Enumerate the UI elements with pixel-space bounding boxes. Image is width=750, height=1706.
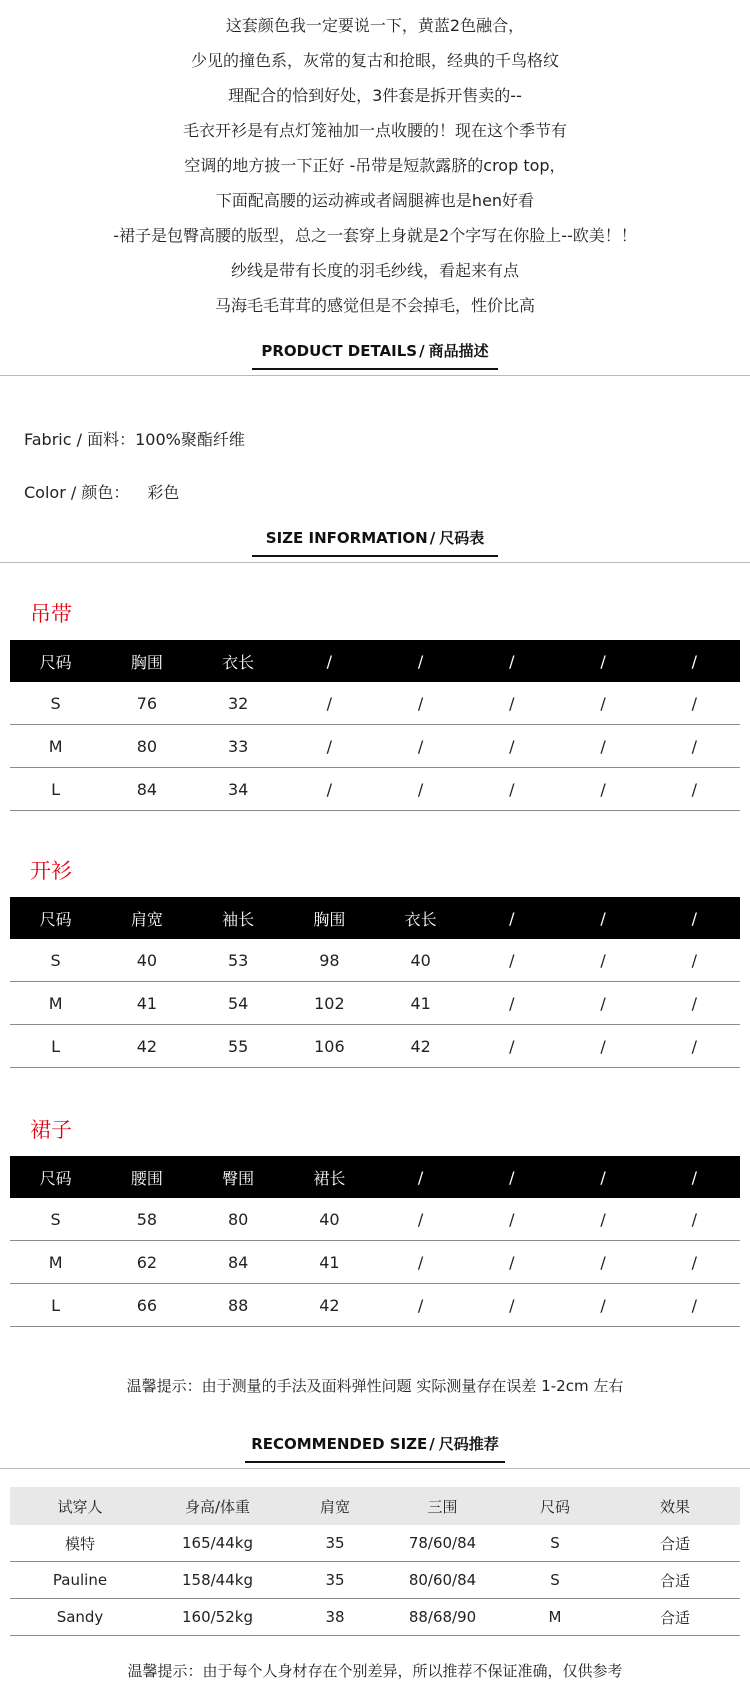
- table-cell: M: [500, 1599, 610, 1636]
- column-header: 尺码: [10, 1156, 101, 1198]
- table-cell: 80: [101, 725, 192, 768]
- column-header: /: [375, 1156, 466, 1198]
- section-divider: [0, 375, 750, 376]
- section-title: [264, 523, 486, 553]
- table-cell: 158/44kg: [150, 1562, 285, 1599]
- table-cell: S: [500, 1525, 610, 1562]
- table-cell: /: [375, 682, 466, 725]
- table-cell: 41: [375, 982, 466, 1025]
- table-cell: 35: [285, 1525, 385, 1562]
- table-cell: 84: [193, 1241, 284, 1284]
- table-cell: /: [466, 1284, 557, 1327]
- table-cell: 34: [193, 768, 284, 811]
- section-title-cn: 商品描述: [428, 342, 489, 360]
- column-header: 衣长: [193, 640, 284, 682]
- intro-line: 理配合的恰到好处，3件套是拆开售卖的--: [228, 86, 522, 105]
- recommendation-note: 温馨提示：由于每个人身材存在个别差异，所以推荐不保证准确，仅供参考: [127, 1662, 623, 1680]
- column-header: /: [649, 640, 740, 682]
- column-header: 尺码: [500, 1487, 610, 1525]
- fabric-row: [24, 427, 245, 450]
- section-title-cn: 尺码表: [439, 529, 485, 547]
- table-cell: 41: [284, 1241, 375, 1284]
- column-header: 臀围: [193, 1156, 284, 1198]
- table-cell: 78/60/84: [385, 1525, 500, 1562]
- section-title-en: RECOMMENDED SIZE: [251, 1435, 428, 1453]
- intro-line: 下面配高腰的运动裤或者阔腿裤也是hen好看: [215, 191, 535, 210]
- table-row: [10, 1284, 740, 1327]
- column-header: 尺码: [10, 640, 101, 682]
- table-header-row: [10, 640, 740, 682]
- table-cell: /: [284, 768, 375, 811]
- table-row: [10, 939, 740, 982]
- section-title-separator: /: [419, 342, 425, 360]
- intro-line: 毛衣开衫是有点灯笼袖加一点收腰的！现在这个季节有: [182, 121, 567, 140]
- table-cell: 合适: [610, 1525, 740, 1562]
- column-header: /: [284, 640, 375, 682]
- column-header: 胸围: [284, 897, 375, 939]
- table-cell: 合适: [610, 1562, 740, 1599]
- table-cell: 58: [101, 1198, 192, 1241]
- section-title-en: PRODUCT DETAILS: [261, 342, 418, 360]
- column-header: 衣长: [375, 897, 466, 939]
- table-cell: 38: [285, 1599, 385, 1636]
- table-cell: 33: [193, 725, 284, 768]
- table-cell: S: [500, 1562, 610, 1599]
- table-row: [10, 982, 740, 1025]
- table-cell: /: [375, 1241, 466, 1284]
- column-header: /: [466, 640, 557, 682]
- intro-line: 这套颜色我一定要说一下，黄蓝2色融合，: [225, 16, 525, 35]
- table-cell: 42: [375, 1025, 466, 1068]
- table-cell: 42: [284, 1284, 375, 1327]
- table-cell: 98: [284, 939, 375, 982]
- column-header: 胸围: [101, 640, 192, 682]
- table-cell: 42: [101, 1025, 192, 1068]
- column-header: /: [558, 1156, 649, 1198]
- table-cell: /: [649, 1241, 740, 1284]
- category-title-camisole: 吊带: [30, 602, 72, 626]
- table-cell: 76: [101, 682, 192, 725]
- table-cell: 55: [193, 1025, 284, 1068]
- section-title-separator: /: [429, 1435, 435, 1453]
- table-header-row: [10, 1156, 740, 1198]
- column-header: 袖长: [193, 897, 284, 939]
- table-cell: /: [649, 939, 740, 982]
- table-cell: 88/68/90: [385, 1599, 500, 1636]
- table-cell: /: [649, 982, 740, 1025]
- table-cell: M: [10, 1241, 101, 1284]
- column-header: 效果: [610, 1487, 740, 1525]
- table-row: [10, 1241, 740, 1284]
- table-cell: 40: [284, 1198, 375, 1241]
- column-header: 三围: [385, 1487, 500, 1525]
- intro-text: [0, 8, 750, 323]
- table-cell: /: [375, 768, 466, 811]
- category-title-cardigan: 开衫: [30, 859, 72, 883]
- table-cell: 88: [193, 1284, 284, 1327]
- table-cell: Sandy: [10, 1599, 150, 1636]
- column-header: 裙长: [284, 1156, 375, 1198]
- color-value: 彩色: [147, 483, 180, 502]
- recommended-size-header: [0, 1429, 750, 1469]
- table-cell: /: [375, 725, 466, 768]
- section-title-en: SIZE INFORMATION: [265, 529, 428, 547]
- table-cell: L: [10, 1025, 101, 1068]
- intro-line: 空调的地方披一下正好 -吊带是短款露脐的crop top，: [184, 156, 566, 175]
- intro-line: 纱线是带有长度的羽毛纱线，看起来有点: [230, 261, 519, 280]
- table-cell: /: [558, 1025, 649, 1068]
- table-cell: /: [375, 1284, 466, 1327]
- section-title-underline: [252, 555, 498, 557]
- table-cell: 106: [284, 1025, 375, 1068]
- section-title-underline: [245, 1461, 505, 1463]
- table-cell: 80/60/84: [385, 1562, 500, 1599]
- table-cell: /: [284, 682, 375, 725]
- table-cell: 165/44kg: [150, 1525, 285, 1562]
- table-cell: 32: [193, 682, 284, 725]
- table-cell: Pauline: [10, 1562, 150, 1599]
- table-cell: /: [466, 1025, 557, 1068]
- table-cell: /: [649, 1025, 740, 1068]
- table-cell: /: [649, 725, 740, 768]
- table-cell: /: [558, 982, 649, 1025]
- table-cell: 62: [101, 1241, 192, 1284]
- section-title-separator: /: [429, 529, 436, 547]
- table-row: [10, 1562, 740, 1599]
- table-row: [10, 1599, 740, 1636]
- column-header: 试穿人: [10, 1487, 150, 1525]
- column-header: /: [375, 640, 466, 682]
- table-cell: /: [466, 982, 557, 1025]
- table-cell: /: [558, 1198, 649, 1241]
- column-header: 肩宽: [101, 897, 192, 939]
- fabric-value: 100%聚酯纤维: [135, 430, 245, 449]
- table-cell: 53: [193, 939, 284, 982]
- table-cell: S: [10, 939, 101, 982]
- table-cell: /: [649, 682, 740, 725]
- table-cell: /: [558, 1241, 649, 1284]
- table-row: [10, 1198, 740, 1241]
- table-cell: 54: [193, 982, 284, 1025]
- color-label: Color / 颜色：: [24, 483, 130, 502]
- table-cell: /: [375, 1198, 466, 1241]
- table-cell: /: [558, 682, 649, 725]
- table-cell: /: [649, 1198, 740, 1241]
- column-header: 身高/体重: [150, 1487, 285, 1525]
- table-cell: 35: [285, 1562, 385, 1599]
- column-header: /: [649, 1156, 740, 1198]
- category-title-skirt: 裙子: [30, 1118, 72, 1142]
- column-header: 肩宽: [285, 1487, 385, 1525]
- table-cell: L: [10, 1284, 101, 1327]
- table-cell: L: [10, 768, 101, 811]
- table-cell: 84: [101, 768, 192, 811]
- table-cell: /: [558, 768, 649, 811]
- size-table-camisole: [10, 640, 740, 811]
- table-cell: /: [466, 1241, 557, 1284]
- table-cell: M: [10, 982, 101, 1025]
- table-cell: 80: [193, 1198, 284, 1241]
- section-title: [259, 336, 490, 366]
- table-cell: 41: [101, 982, 192, 1025]
- table-cell: /: [284, 725, 375, 768]
- table-header-row: [10, 1487, 740, 1525]
- table-cell: /: [649, 1284, 740, 1327]
- table-cell: M: [10, 725, 101, 768]
- table-row: [10, 725, 740, 768]
- section-title: [249, 1429, 501, 1459]
- section-divider: [0, 1468, 750, 1469]
- table-cell: 模特: [10, 1525, 150, 1562]
- table-row: [10, 1525, 740, 1562]
- table-row: [10, 1025, 740, 1068]
- column-header: /: [466, 1156, 557, 1198]
- intro-line: 少见的撞色系，灰常的复古和抢眼，经典的千鸟格纹: [190, 51, 559, 70]
- table-cell: S: [10, 1198, 101, 1241]
- intro-line: -裙子是包臀高腰的版型，总之一套穿上身就是2个字写在你脸上--欧美！！: [113, 226, 637, 245]
- recommend-table: [10, 1487, 740, 1636]
- table-cell: 102: [284, 982, 375, 1025]
- table-cell: /: [649, 768, 740, 811]
- table-cell: /: [558, 1284, 649, 1327]
- section-title-underline: [252, 368, 498, 370]
- table-header-row: [10, 897, 740, 939]
- fabric-label: Fabric / 面料：: [24, 430, 136, 449]
- table-cell: 160/52kg: [150, 1599, 285, 1636]
- table-cell: S: [10, 682, 101, 725]
- section-divider: [0, 562, 750, 563]
- table-cell: /: [466, 1198, 557, 1241]
- column-header: /: [466, 897, 557, 939]
- table-row: [10, 682, 740, 725]
- table-cell: /: [558, 725, 649, 768]
- intro-line: 马海毛毛茸茸的感觉但是不会掉毛，性价比高: [214, 296, 535, 315]
- table-row: [10, 768, 740, 811]
- column-header: /: [558, 897, 649, 939]
- size-information-header: [0, 523, 750, 563]
- table-cell: 40: [375, 939, 466, 982]
- measurement-note: 温馨提示：由于测量的手法及面料弹性问题 实际测量存在误差 1-2cm 左右: [126, 1377, 624, 1395]
- column-header: 尺码: [10, 897, 101, 939]
- table-cell: /: [466, 939, 557, 982]
- column-header: /: [558, 640, 649, 682]
- section-title-cn: 尺码推荐: [438, 1435, 499, 1453]
- product-details-header: [0, 336, 750, 376]
- color-row: [24, 480, 179, 503]
- size-table-skirt: [10, 1156, 740, 1327]
- column-header: /: [649, 897, 740, 939]
- table-cell: 40: [101, 939, 192, 982]
- size-table-cardigan: [10, 897, 740, 1068]
- column-header: 腰围: [101, 1156, 192, 1198]
- table-cell: 66: [101, 1284, 192, 1327]
- table-cell: /: [466, 768, 557, 811]
- table-cell: /: [466, 725, 557, 768]
- table-cell: /: [558, 939, 649, 982]
- table-cell: 合适: [610, 1599, 740, 1636]
- table-cell: /: [466, 682, 557, 725]
